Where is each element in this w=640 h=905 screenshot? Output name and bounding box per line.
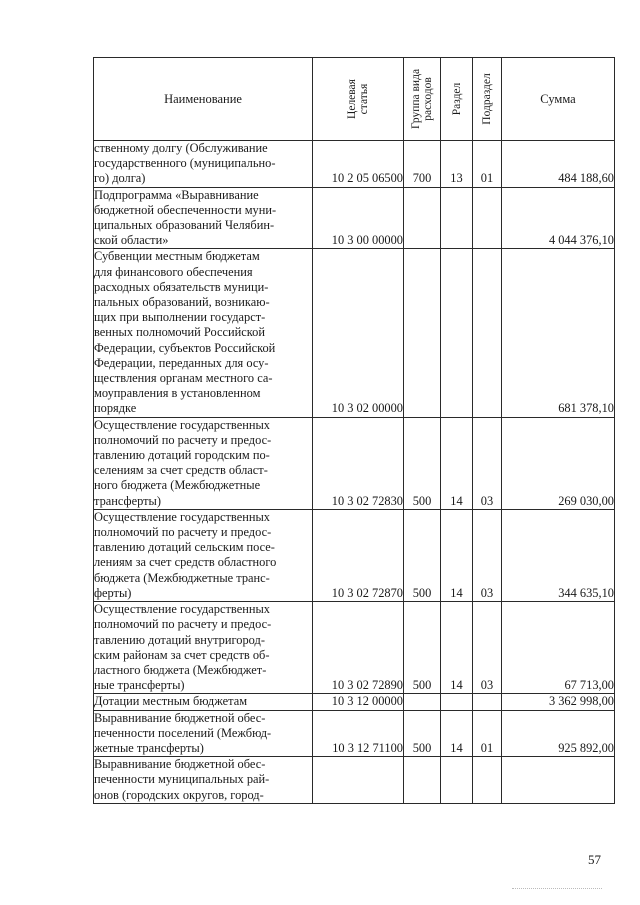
row-name-line: печенности поселений (Межбюд- (94, 725, 272, 740)
row-name-line: ществления органам местного са- (94, 371, 273, 386)
row-code: 10 2 05 06500 (313, 141, 404, 188)
row-code: 10 3 12 00000 (313, 694, 404, 710)
table-row (94, 509, 615, 601)
table-row (94, 187, 615, 249)
row-name-line: венных полномочий Российской (94, 325, 265, 340)
row-name-line: ской области» (94, 233, 169, 248)
row-name-line: моуправления в установленном (94, 386, 261, 401)
row-section: 14 (441, 710, 473, 757)
header-subsection: Подраздел (473, 58, 502, 141)
row-section (441, 187, 473, 249)
table-row (94, 417, 615, 509)
row-name-line: ного бюджета (Межбюджетные (94, 478, 261, 493)
row-name-line: печенности муниципальных рай- (94, 772, 270, 787)
row-name-line: Осуществление государственных (94, 602, 270, 617)
page-number: 57 (588, 852, 601, 867)
table-body (94, 141, 615, 804)
row-section: 14 (441, 417, 473, 509)
row-name (94, 710, 313, 757)
row-name-line: порядке (94, 401, 137, 416)
row-name-line: ципальных образований Челябин- (94, 218, 275, 233)
row-name-line: государственного (муниципально- (94, 156, 276, 171)
row-section (441, 757, 473, 804)
row-name (94, 694, 313, 710)
header-sum: Сумма (502, 58, 615, 141)
row-name (94, 509, 313, 601)
row-name-line: Субвенции местным бюджетам (94, 249, 260, 264)
row-name-line: жетные трансферты) (94, 740, 204, 755)
row-section: 14 (441, 602, 473, 694)
row-sum: 3 362 998,00 (502, 694, 615, 710)
row-subsection (473, 757, 502, 804)
row-name-line: расходных обязательств муници- (94, 279, 269, 294)
row-name-line: ским районам за счет средств об- (94, 647, 270, 662)
row-name (94, 141, 313, 188)
row-sum: 484 188,60 (502, 141, 615, 188)
row-code: 10 3 02 72870 (313, 509, 404, 601)
row-sum: 269 030,00 (502, 417, 615, 509)
row-subsection: 03 (473, 417, 502, 509)
table-row (94, 249, 615, 417)
row-name (94, 187, 313, 249)
row-name-line: ластного бюджета (Межбюджет- (94, 662, 267, 677)
row-subsection (473, 694, 502, 710)
budget-table (93, 57, 615, 804)
row-expense-group: 500 (404, 602, 441, 694)
row-expense-group: 500 (404, 710, 441, 757)
row-expense-group: 500 (404, 417, 441, 509)
row-name-line: Выравнивание бюджетной обес- (94, 757, 266, 772)
row-name-line: тавлению дотаций городским по- (94, 448, 270, 463)
row-code: 10 3 02 72830 (313, 417, 404, 509)
row-name-line: бюджетной обеспеченности муни- (94, 202, 277, 217)
row-sum: 925 892,00 (502, 710, 615, 757)
row-section (441, 694, 473, 710)
row-subsection (473, 187, 502, 249)
table-header-row (94, 58, 615, 141)
row-code: 10 3 00 00000 (313, 187, 404, 249)
row-name-line: щих при выполнении государст- (94, 310, 266, 325)
row-name-line: тавлению дотаций внутригород- (94, 632, 265, 647)
row-code: 10 3 02 72890 (313, 602, 404, 694)
row-name-line: Подпрограмма «Выравнивание (94, 187, 259, 202)
row-name-line: Федерации, переданных для осу- (94, 355, 269, 370)
row-sum: 344 635,10 (502, 509, 615, 601)
header-name: Наименование (94, 58, 313, 141)
row-name (94, 757, 313, 804)
row-section: 14 (441, 509, 473, 601)
row-code (313, 757, 404, 804)
header-target-article: Целевая статья (313, 58, 404, 141)
row-subsection: 03 (473, 602, 502, 694)
row-expense-group (404, 249, 441, 417)
row-name-line: Выравнивание бюджетной обес- (94, 710, 266, 725)
header-expense-group: Группа вида расходов (404, 58, 441, 141)
row-name-line: полномочий по расчету и предос- (94, 525, 272, 540)
row-name (94, 417, 313, 509)
row-code: 10 3 02 00000 (313, 249, 404, 417)
row-code: 10 3 12 71100 (313, 710, 404, 757)
row-name-line: бюджета (Межбюджетные транс- (94, 570, 270, 585)
row-name (94, 602, 313, 694)
row-name-line: Осуществление государственных (94, 417, 270, 432)
row-section: 13 (441, 141, 473, 188)
row-sum: 681 378,10 (502, 249, 615, 417)
row-name-line: трансферты) (94, 493, 161, 508)
row-name-line: тавлению дотаций сельским посе- (94, 540, 275, 555)
row-name-line: Федерации, субъектов Российской (94, 340, 276, 355)
table-row (94, 602, 615, 694)
row-sum: 4 044 376,10 (502, 187, 615, 249)
row-subsection: 01 (473, 710, 502, 757)
row-name-line: лениям за счет средств областного (94, 555, 277, 570)
table-row (94, 710, 615, 757)
row-name-line: ные трансферты) (94, 678, 185, 693)
row-name-line: для финансового обеспечения (94, 264, 253, 279)
row-name-line: Осуществление государственных (94, 509, 270, 524)
row-name-line: онов (городских округов, город- (94, 787, 264, 802)
row-expense-group (404, 694, 441, 710)
row-subsection: 03 (473, 509, 502, 601)
row-name-line: полномочий по расчету и предос- (94, 432, 272, 447)
header-section: Раздел (441, 58, 473, 141)
table-row (94, 141, 615, 188)
row-sum: 67 713,00 (502, 602, 615, 694)
row-name-line: Дотации местным бюджетам (94, 694, 248, 709)
scan-artifact-line (512, 888, 602, 889)
row-name-line: полномочий по расчету и предос- (94, 617, 272, 632)
row-expense-group: 500 (404, 509, 441, 601)
row-section (441, 249, 473, 417)
row-name-line: ственному долгу (Обслуживание (94, 141, 268, 155)
row-expense-group (404, 187, 441, 249)
row-name (94, 249, 313, 417)
row-name-line: пальных образований, возникаю- (94, 295, 270, 310)
row-name-line: селениям за счет средств област- (94, 463, 268, 478)
row-expense-group (404, 757, 441, 804)
row-expense-group: 700 (404, 141, 441, 188)
row-subsection: 01 (473, 141, 502, 188)
row-name-line: го) долга) (94, 171, 146, 186)
row-subsection (473, 249, 502, 417)
table-row (94, 694, 615, 710)
row-name-line: ферты) (94, 585, 132, 600)
table-row (94, 757, 615, 804)
row-sum (502, 757, 615, 804)
